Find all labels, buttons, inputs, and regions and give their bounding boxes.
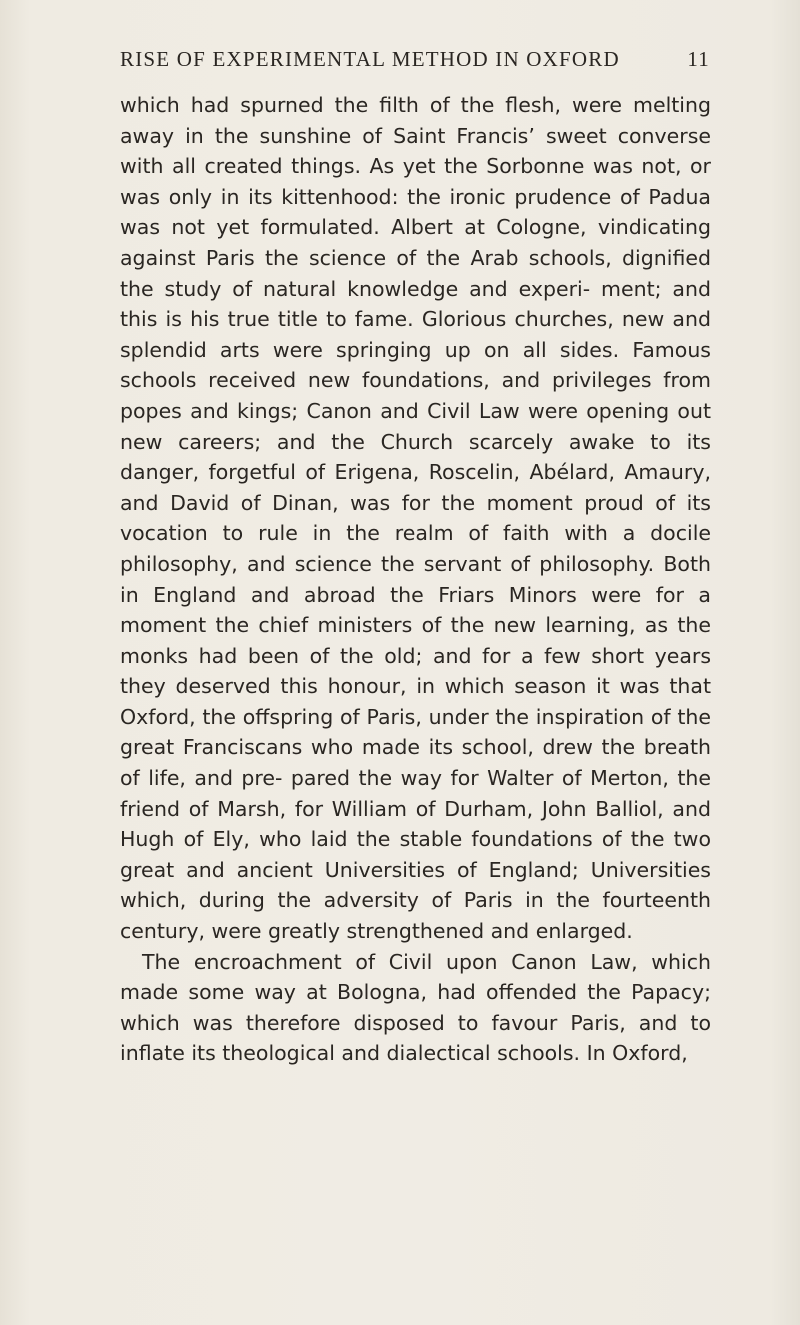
body-text	[120, 90, 711, 1069]
running-title: RISE OF EXPERIMENTAL METHOD IN OXFORD	[120, 47, 620, 71]
page-number: 11	[687, 47, 710, 71]
page-header	[120, 44, 710, 74]
paragraph-1: which had spurned the filth of the flesh, were melting away in the sunshine of Saint Francis’ sweet converse with all created things. As yet the Sorbonne was not, or was only in its kittenhood: the ironic prudence of Padua was not yet formulated. Albert at Cologne, vindicating against Paris the science of the Arab schools, dignified the study of natural knowledge and experi- ment; and this is his true title to fame. Glorious churches, new and splendid arts were springing up on all sides. Famous schools received new foundations, and privileges from popes and kings; Canon and Civil Law were opening out new careers; and the Church scarcely awake to its danger, forgetful of Erigena, Roscelin, Abélard, Amaury, and David of Dinan, was for the moment proud of its vocation to rule in the realm of faith with a docile philosophy, and science the servant of philosophy. Both in England and abroad the Friars Minors were for a moment the chief ministers of the new learning, as the monks had been of the old; and for a few short years they deserved this honour, in which season it was that Oxford, the offspring of Paris, under the inspiration of the great Franciscans who made its school, drew the breath of life, and pre- pared the way for Walter of Merton, the friend of Marsh, for William of Durham, John Balliol, and Hugh of Ely, who laid the stable foundations of the two great and ancient Universities of England; Universities which, during the adversity of Paris in the fourteenth century, were greatly strengthened and enlarged.	[120, 93, 711, 944]
paragraph-2: The encroachment of Civil upon Canon Law, which made some way at Bologna, had offended the Papacy; which was therefore disposed to favour Paris, and to inflate its theological and dialectical schools. In Oxford,	[120, 949, 711, 1066]
